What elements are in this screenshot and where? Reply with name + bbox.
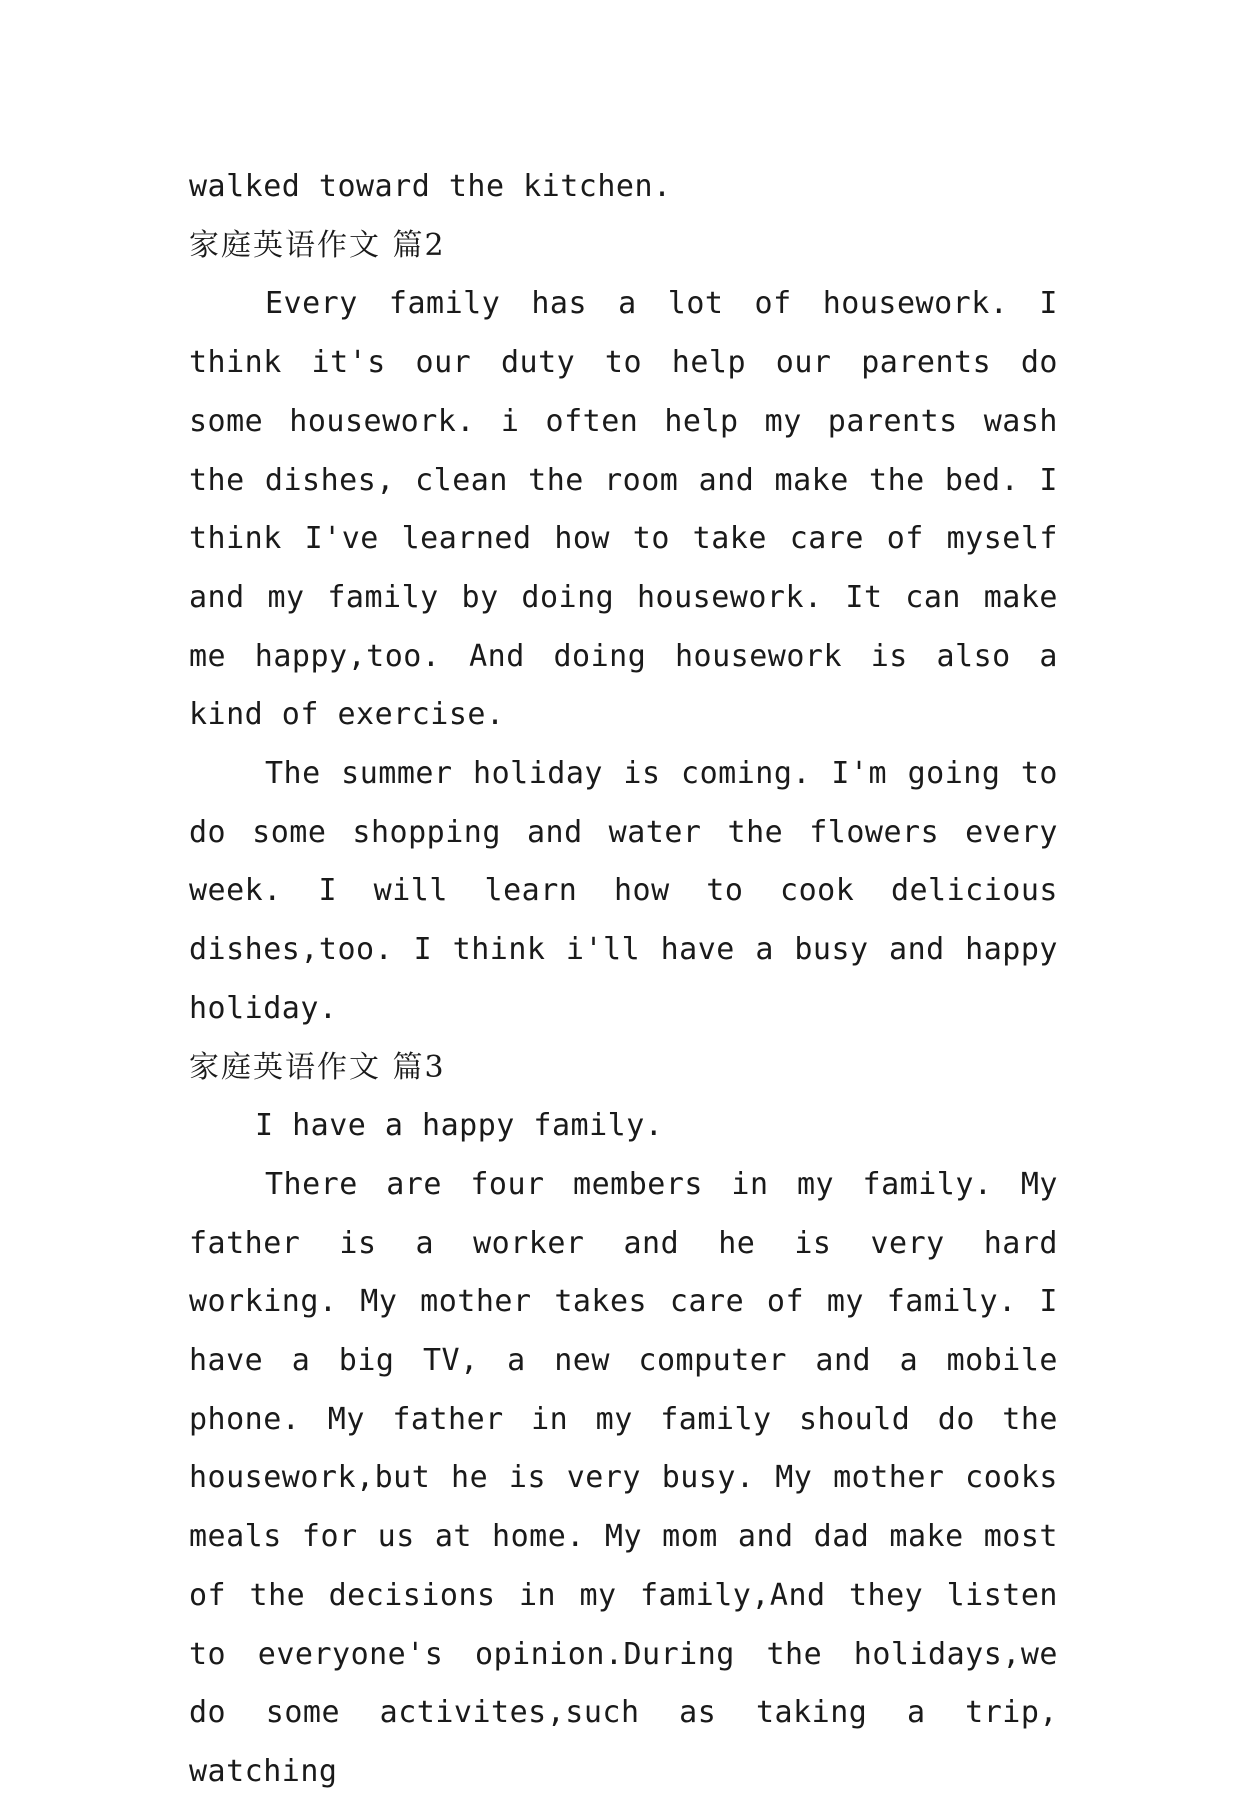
section-3-paragraph-1: I have a happy family. xyxy=(255,1108,664,1144)
section-2-paragraph-1: Every family has a lot of housework. I think it's our duty to help our parents do some housework. i often help my parents wash the dishes, clean the room and make the bed. I think I've learned how to take care of myself and my family by doing housework. It can make me happy,too. And doing housework is also a kind of exercise. xyxy=(189,286,1058,733)
document-body xyxy=(189,158,1058,1802)
section-3-paragraph-2: There are four members in my family. My father is a worker and he is very hard working. My mother takes care of my family. I have a big TV, a new computer and a mobile phone. My father in my family should do the housework,but he is very busy. My mother cooks meals for us at home. My mom and dad make most of the decisions in my family,And they listen to everyone's opinion.During the holidays,we do some activites,such as taking a trip, watching xyxy=(189,1166,1058,1789)
section-title-3: 家庭英语作文 篇3 xyxy=(189,1049,446,1085)
section-2-paragraph-2: The summer holiday is coming. I'm going to do some shopping and water the flowers every week. I will learn how to cook delicious dishes,too. I think i'll have a busy and happy holiday. xyxy=(189,756,1058,1026)
section-title-2: 家庭英语作文 篇2 xyxy=(189,227,446,263)
lead-line: walked toward the kitchen. xyxy=(189,169,672,204)
